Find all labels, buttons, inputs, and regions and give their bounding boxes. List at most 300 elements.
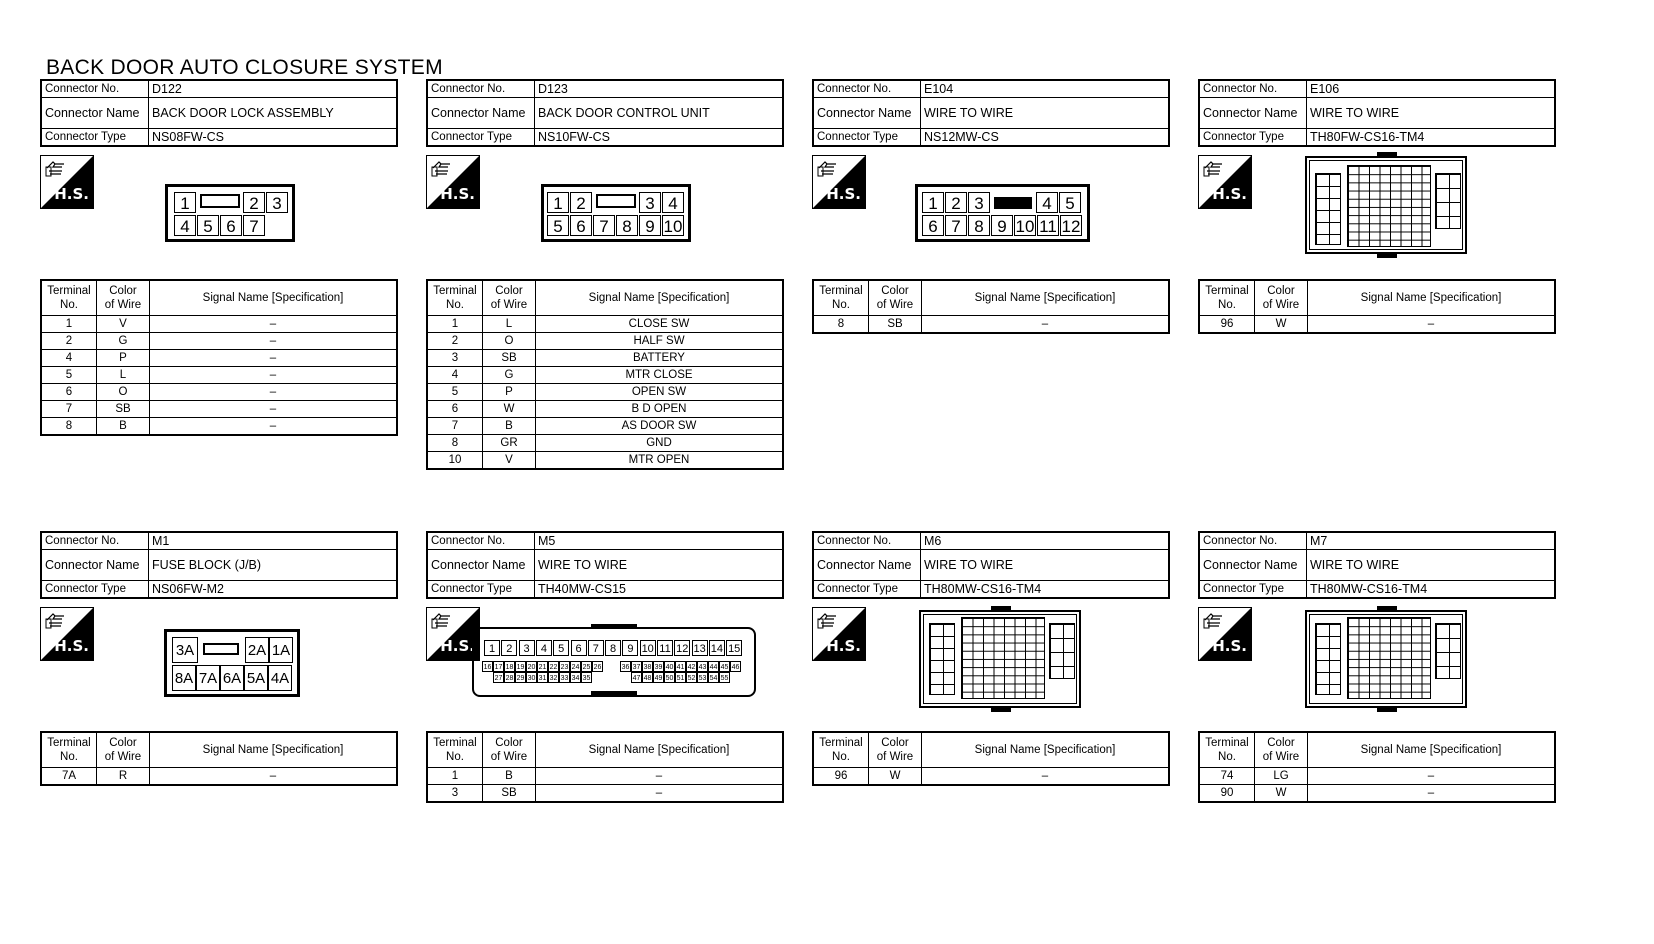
terminal-pin: 2 (570, 192, 592, 213)
terminal-no-header: Terminal No. (41, 732, 97, 768)
table-row (41, 316, 397, 333)
terminal-pin: 42 (686, 661, 697, 672)
connector-type-value: TH40MW-CS15 (535, 581, 784, 599)
terminal-pin: 1A (269, 637, 293, 663)
wire-color-cell: P (483, 384, 536, 401)
signal-name-cell: B D OPEN (536, 401, 784, 418)
table-row (41, 350, 397, 367)
terminal-no-header: Terminal No. (1199, 280, 1255, 316)
connector-panel-m7 (1198, 531, 1556, 803)
terminal-pin: 46 (730, 661, 741, 672)
terminal-no-cell: 6 (41, 384, 97, 401)
signal-name-header: Signal Name [Specification] (1308, 280, 1556, 316)
table-row (41, 367, 397, 384)
terminal-pin: 17 (493, 661, 504, 672)
connector-diagram (40, 147, 398, 279)
signal-name-header: Signal Name [Specification] (150, 732, 398, 768)
terminal-pin: 32 (548, 672, 559, 683)
connector-diagram (40, 599, 398, 731)
harness-side-icon: H.S. (812, 155, 866, 209)
connector-name-value: WIRE TO WIRE (1307, 550, 1556, 581)
connector-type-value: NS06FW-M2 (149, 581, 398, 599)
connector-diagram (1198, 599, 1556, 731)
terminal-pin: 35 (581, 672, 592, 683)
connector-header (1198, 79, 1556, 147)
wire-color-cell: B (97, 418, 150, 436)
signal-name-cell: – (1308, 785, 1556, 803)
signal-name-cell: HALF SW (536, 333, 784, 350)
terminal-pin: 13 (692, 640, 708, 656)
connector-no-value: E106 (1307, 80, 1556, 98)
signal-table (812, 731, 1170, 786)
connector-type-value: NS10FW-CS (535, 129, 784, 147)
table-row (1199, 316, 1555, 334)
terminal-pin: 6A (220, 665, 244, 691)
connector-no-label: Connector No. (427, 532, 535, 550)
terminal-pin: 9 (639, 215, 661, 236)
connector-name-label: Connector Name (813, 550, 921, 581)
wire-color-cell: SB (869, 316, 922, 334)
connector-header (426, 79, 784, 147)
terminal-pin: 36 (620, 661, 631, 672)
connector-name-label: Connector Name (427, 98, 535, 129)
connector-no-value: D123 (535, 80, 784, 98)
terminal-pin: 55 (719, 672, 730, 683)
terminal-pin: 4 (662, 192, 684, 213)
terminal-pin: 10 (640, 640, 656, 656)
hand-icon (1203, 611, 1225, 629)
terminal-no-header: Terminal No. (427, 280, 483, 316)
wire-color-header: Color of Wire (869, 280, 922, 316)
latch (1377, 606, 1397, 611)
terminal-pin: 5 (553, 640, 569, 656)
latch (591, 624, 637, 629)
connector-name-label: Connector Name (1199, 98, 1307, 129)
wire-color-cell: W (869, 768, 922, 786)
hand-icon (817, 159, 839, 177)
latch (1377, 253, 1397, 258)
wire-color-cell: L (97, 367, 150, 384)
signal-table (40, 731, 398, 786)
terminal-block-left (929, 623, 955, 695)
connector-no-label: Connector No. (41, 532, 149, 550)
table-row (427, 452, 783, 470)
signal-table (1198, 279, 1556, 334)
connector-type-value: NS08FW-CS (149, 129, 398, 147)
signal-table (426, 731, 784, 803)
terminal-pin: 39 (653, 661, 664, 672)
terminal-pin: 20 (526, 661, 537, 672)
hand-icon (1203, 159, 1225, 177)
terminal-pin: 2A (245, 637, 269, 663)
connector-name-value: WIRE TO WIRE (1307, 98, 1556, 129)
wire-color-cell: G (483, 367, 536, 384)
terminal-no-cell: 96 (813, 768, 869, 786)
wire-color-header: Color of Wire (483, 732, 536, 768)
terminal-no-cell: 7 (427, 418, 483, 435)
terminal-no-cell: 74 (1199, 768, 1255, 785)
terminal-no-header: Terminal No. (41, 280, 97, 316)
connector-header (426, 531, 784, 599)
connector-diagram (812, 147, 1170, 279)
terminal-pin: 2 (243, 192, 265, 213)
wire-color-cell: R (97, 768, 150, 786)
connector-header (812, 79, 1170, 147)
table-row (41, 768, 397, 786)
terminal-pin: 44 (708, 661, 719, 672)
wire-color-cell: V (483, 452, 536, 470)
terminal-pin: 43 (697, 661, 708, 672)
signal-table (1198, 731, 1556, 803)
terminal-pin: 52 (686, 672, 697, 683)
signal-name-cell: – (150, 316, 398, 333)
terminal-pin: 5A (244, 665, 268, 691)
terminal-no-cell: 7A (41, 768, 97, 786)
terminal-pin: 19 (515, 661, 526, 672)
terminal-block-center (1347, 617, 1431, 699)
connector-type-value: NS12MW-CS (921, 129, 1170, 147)
table-row (427, 316, 783, 333)
wire-color-cell: V (97, 316, 150, 333)
terminal-pin: 8A (172, 665, 196, 691)
terminal-pin: 2 (945, 192, 967, 213)
connector-no-value: D122 (149, 80, 398, 98)
table-row (41, 384, 397, 401)
signal-name-header: Signal Name [Specification] (922, 732, 1170, 768)
hand-icon (45, 611, 67, 629)
table-row (427, 401, 783, 418)
connector-type-value: TH80FW-CS16-TM4 (1307, 129, 1556, 147)
harness-side-icon: H.S. (40, 607, 94, 661)
signal-name-cell: – (536, 785, 784, 803)
signal-name-cell: – (1308, 768, 1556, 785)
terminal-block-left (1315, 623, 1341, 695)
terminal-pin: 34 (570, 672, 581, 683)
connector-name-label: Connector Name (41, 98, 149, 129)
connector-name-value: FUSE BLOCK (J/B) (149, 550, 398, 581)
wire-color-cell: W (1255, 316, 1308, 334)
latch (1377, 152, 1397, 157)
table-row (427, 785, 783, 803)
connector-no-label: Connector No. (41, 80, 149, 98)
connector-header (1198, 531, 1556, 599)
terminal-no-cell: 96 (1199, 316, 1255, 334)
wire-color-cell: SB (483, 785, 536, 803)
terminal-pin: 4A (268, 665, 292, 691)
signal-name-cell: MTR CLOSE (536, 367, 784, 384)
table-row (427, 367, 783, 384)
terminal-pin: 3 (519, 640, 535, 656)
table-row (41, 418, 397, 436)
connector-type-label: Connector Type (41, 129, 149, 147)
terminal-no-cell: 7 (41, 401, 97, 418)
wire-color-cell: P (97, 350, 150, 367)
terminal-pin: 27 (493, 672, 504, 683)
wire-color-cell: W (483, 401, 536, 418)
terminal-no-cell: 3 (427, 785, 483, 803)
connector-name-value: BACK DOOR CONTROL UNIT (535, 98, 784, 129)
table-row (1199, 785, 1555, 803)
signal-name-header: Signal Name [Specification] (922, 280, 1170, 316)
terminal-no-cell: 6 (427, 401, 483, 418)
signal-name-cell: – (922, 768, 1170, 786)
terminal-pin: 2 (501, 640, 517, 656)
harness-side-icon: H.S. (812, 607, 866, 661)
connector-no-value: M7 (1307, 532, 1556, 550)
signal-name-header: Signal Name [Specification] (150, 280, 398, 316)
connector-panel-e104 (812, 79, 1170, 334)
terminal-pin: 8 (968, 215, 990, 236)
terminal-pin: 3 (266, 192, 288, 213)
hand-icon (45, 159, 67, 177)
connector-type-label: Connector Type (427, 581, 535, 599)
terminal-no-cell: 2 (427, 333, 483, 350)
terminal-pin: 18 (504, 661, 515, 672)
harness-side-icon: H.S. (40, 155, 94, 209)
wire-color-cell: G (97, 333, 150, 350)
terminal-pin: 10 (663, 217, 683, 236)
terminal-pin: 9 (622, 640, 638, 656)
hand-icon (817, 611, 839, 629)
table-row (427, 333, 783, 350)
terminal-pin: 1 (922, 192, 944, 213)
table-row (427, 350, 783, 367)
signal-name-header: Signal Name [Specification] (536, 732, 784, 768)
latch (991, 606, 1011, 611)
terminal-pin: 6 (571, 640, 587, 656)
signal-name-cell: – (150, 418, 398, 436)
terminal-pin: 12 (674, 640, 690, 656)
terminal-pin: 49 (653, 672, 664, 683)
connector-panel-m1 (40, 531, 398, 786)
terminal-no-cell: 5 (41, 367, 97, 384)
connector-panel-d123 (426, 79, 784, 470)
terminal-no-header: Terminal No. (813, 732, 869, 768)
terminal-no-cell: 5 (427, 384, 483, 401)
terminal-pin: 9 (991, 215, 1013, 236)
signal-name-cell: – (1308, 316, 1556, 334)
terminal-block-right (1049, 623, 1075, 679)
wire-color-cell: B (483, 418, 536, 435)
table-row (813, 768, 1169, 786)
wire-color-cell: O (97, 384, 150, 401)
connector-header (812, 531, 1170, 599)
signal-name-header: Signal Name [Specification] (1308, 732, 1556, 768)
connector-no-label: Connector No. (1199, 532, 1307, 550)
connector-name-value: WIRE TO WIRE (921, 98, 1170, 129)
terminal-no-cell: 90 (1199, 785, 1255, 803)
latch (591, 691, 637, 696)
connector-no-label: Connector No. (427, 80, 535, 98)
terminal-pin: 29 (515, 672, 526, 683)
harness-side-icon: H.S. (1198, 155, 1252, 209)
terminal-no-cell: 8 (813, 316, 869, 334)
terminal-pin: 10 (1015, 217, 1035, 236)
terminal-no-cell: 2 (41, 333, 97, 350)
terminal-pin: 5 (1059, 192, 1081, 213)
connector-type-label: Connector Type (427, 129, 535, 147)
wire-color-cell: SB (483, 350, 536, 367)
terminal-pin: 38 (642, 661, 653, 672)
terminal-pin: 47 (631, 672, 642, 683)
wire-color-header: Color of Wire (1255, 732, 1308, 768)
wire-color-cell: GR (483, 435, 536, 452)
terminal-block-center (961, 617, 1045, 699)
connector-name-value: WIRE TO WIRE (921, 550, 1170, 581)
connector-no-value: M6 (921, 532, 1170, 550)
wire-color-cell: SB (97, 401, 150, 418)
terminal-no-header: Terminal No. (1199, 732, 1255, 768)
harness-side-icon: H.S. (1198, 607, 1252, 661)
connector-name-label: Connector Name (427, 550, 535, 581)
connector-no-label: Connector No. (813, 80, 921, 98)
table-row (427, 384, 783, 401)
connector-type-label: Connector Type (813, 581, 921, 599)
terminal-no-cell: 1 (41, 316, 97, 333)
terminal-pin: 5 (197, 215, 219, 236)
terminal-pin: 7 (588, 640, 604, 656)
terminal-no-cell: 3 (427, 350, 483, 367)
signal-name-cell: MTR OPEN (536, 452, 784, 470)
terminal-pin: 4 (1036, 192, 1058, 213)
terminal-pin: 7 (593, 215, 615, 236)
terminal-pin: 24 (570, 661, 581, 672)
latch (991, 707, 1011, 712)
terminal-no-cell: 4 (41, 350, 97, 367)
connector-panel-m5 (426, 531, 784, 803)
terminal-pin: 3 (639, 192, 661, 213)
terminal-pin: 4 (174, 215, 196, 236)
connector-diagram (426, 599, 784, 731)
connector-type-label: Connector Type (41, 581, 149, 599)
signal-table (426, 279, 784, 470)
connector-type-label: Connector Type (1199, 129, 1307, 147)
terminal-pin (203, 643, 239, 655)
signal-name-cell: – (922, 316, 1170, 334)
table-row (427, 768, 783, 785)
signal-name-cell: GND (536, 435, 784, 452)
wire-color-header: Color of Wire (1255, 280, 1308, 316)
terminal-pin: 53 (697, 672, 708, 683)
terminal-pin: 4 (536, 640, 552, 656)
terminal-pin: 11 (657, 640, 673, 656)
signal-table (40, 279, 398, 436)
connector-type-value: TH80MW-CS16-TM4 (921, 581, 1170, 599)
terminal-no-cell: 10 (427, 452, 483, 470)
signal-name-cell: AS DOOR SW (536, 418, 784, 435)
terminal-pin: 16 (482, 661, 493, 672)
connector-panel-m6 (812, 531, 1170, 786)
terminal-pin: 28 (504, 672, 515, 683)
terminal-no-header: Terminal No. (813, 280, 869, 316)
terminal-no-cell: 1 (427, 768, 483, 785)
terminal-pin: 5 (547, 215, 569, 236)
terminal-pin: 1 (547, 192, 569, 213)
terminal-pin: 51 (675, 672, 686, 683)
connector-header (40, 531, 398, 599)
terminal-no-cell: 4 (427, 367, 483, 384)
wire-color-header: Color of Wire (869, 732, 922, 768)
signal-name-cell: OPEN SW (536, 384, 784, 401)
terminal-pin: 11 (1037, 215, 1059, 236)
signal-name-cell: – (536, 768, 784, 785)
terminal-pin: 6 (570, 215, 592, 236)
signal-name-header: Signal Name [Specification] (536, 280, 784, 316)
signal-name-cell: – (150, 367, 398, 384)
connector-type-label: Connector Type (813, 129, 921, 147)
wire-color-header: Color of Wire (483, 280, 536, 316)
terminal-pin: 22 (548, 661, 559, 672)
signal-name-cell: – (150, 333, 398, 350)
terminal-pin: 7A (196, 665, 220, 691)
connector-type-label: Connector Type (1199, 581, 1307, 599)
terminal-pin: 31 (537, 672, 548, 683)
terminal-block-left (1315, 173, 1341, 245)
terminal-pin: 1 (484, 640, 500, 656)
terminal-pin: 8 (605, 640, 621, 656)
terminal-pin: 45 (719, 661, 730, 672)
wire-color-cell: W (1255, 785, 1308, 803)
table-row (41, 333, 397, 350)
signal-name-cell: – (150, 384, 398, 401)
signal-table (812, 279, 1170, 334)
latch (1377, 707, 1397, 712)
terminal-pin: 40 (664, 661, 675, 672)
terminal-no-cell: 8 (41, 418, 97, 436)
connector-name-label: Connector Name (41, 550, 149, 581)
table-row (813, 316, 1169, 334)
connector-no-label: Connector No. (813, 532, 921, 550)
terminal-pin: 15 (726, 640, 742, 656)
connector-no-value: M1 (149, 532, 398, 550)
terminal-pin: 6 (220, 215, 242, 236)
terminal-no-cell: 8 (427, 435, 483, 452)
terminal-pin: 50 (664, 672, 675, 683)
signal-name-cell: CLOSE SW (536, 316, 784, 333)
table-row (41, 401, 397, 418)
wire-color-cell: L (483, 316, 536, 333)
terminal-pin: 3 (968, 192, 990, 213)
table-row (427, 418, 783, 435)
terminal-no-header: Terminal No. (427, 732, 483, 768)
connector-name-value: WIRE TO WIRE (535, 550, 784, 581)
wire-color-cell: B (483, 768, 536, 785)
page-title: BACK DOOR AUTO CLOSURE SYSTEM (46, 56, 443, 79)
wire-color-header: Color of Wire (97, 280, 150, 316)
signal-name-cell: – (150, 768, 398, 786)
connector-panel-d122 (40, 79, 398, 436)
terminal-pin: 48 (642, 672, 653, 683)
connector-diagram (1198, 147, 1556, 279)
terminal-pin: 26 (592, 661, 603, 672)
terminal-pin: 25 (581, 661, 592, 672)
connector-name-label: Connector Name (813, 98, 921, 129)
terminal-pin: 8 (616, 215, 638, 236)
table-row (427, 435, 783, 452)
terminal-pin: 23 (559, 661, 570, 672)
hand-icon (431, 159, 453, 177)
signal-name-cell: BATTERY (536, 350, 784, 367)
signal-name-cell: – (150, 350, 398, 367)
terminal-pin: 7 (243, 215, 265, 236)
terminal-pin (596, 194, 636, 208)
wire-color-cell: O (483, 333, 536, 350)
terminal-pin: 3A (172, 637, 198, 663)
terminal-pin: 30 (526, 672, 537, 683)
connector-no-value: E104 (921, 80, 1170, 98)
connector-header (40, 79, 398, 147)
harness-side-icon: H.S. (426, 607, 480, 661)
